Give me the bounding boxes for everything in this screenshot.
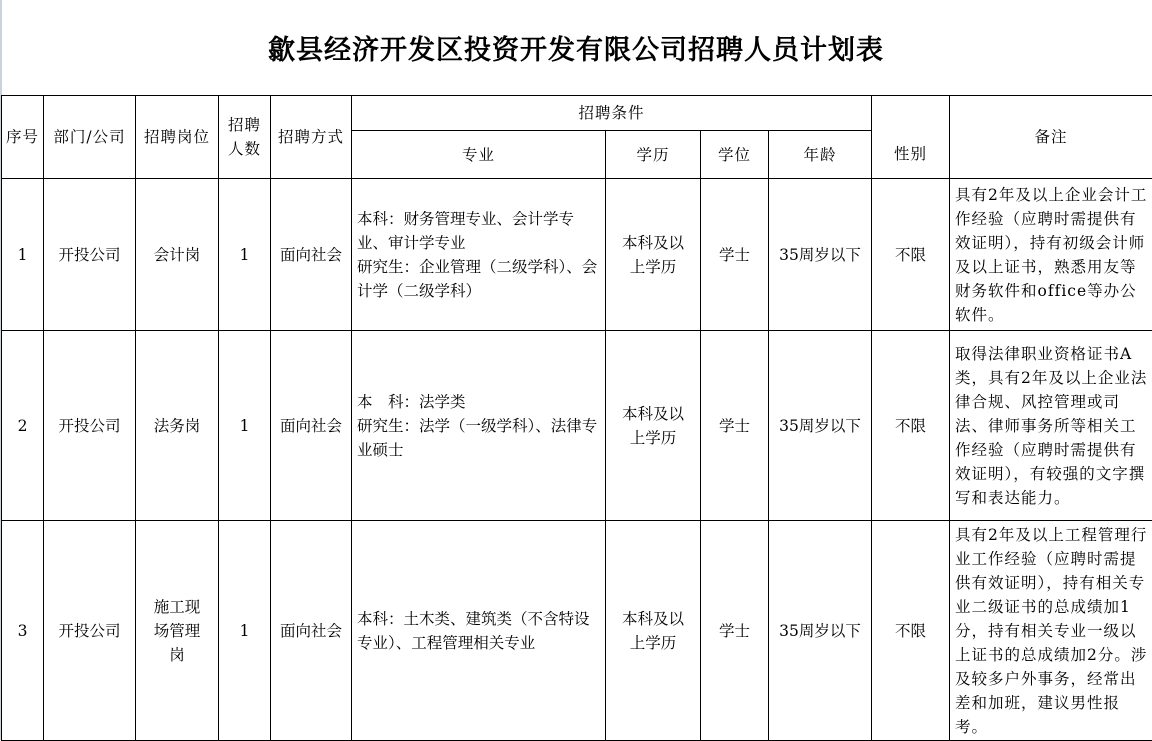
header-remarks: 备注 — [950, 96, 1152, 179]
cell-position: 法务岗 — [136, 331, 219, 521]
cell-count: 1 — [219, 521, 271, 741]
cell-major: 本 科：法学类 研究生：法学（一级学科）、法律专业硕士 — [352, 331, 606, 521]
header-row — [2, 96, 1152, 131]
cell-count: 1 — [219, 179, 271, 331]
cell-degree: 学士 — [701, 521, 769, 741]
cell-count: 1 — [219, 331, 271, 521]
cell-education: 本科及以上学历 — [606, 521, 701, 741]
recruitment-table — [1, 95, 1152, 741]
cell-remarks: 取得法律职业资格证书A类，具有2年及以上企业法律合规、风控管理或司法、律师事务所等相关工作经验（应聘时需提供有效证明），有较强的文字撰写和表达能力。 — [950, 331, 1152, 521]
header-dept: 部门/公司 — [44, 96, 136, 179]
cell-gender: 不限 — [872, 331, 950, 521]
header-conditions: 招聘条件 — [352, 96, 872, 131]
cell-gender: 不限 — [872, 521, 950, 741]
cell-dept: 开投公司 — [44, 521, 136, 741]
cell-age: 35周岁以下 — [769, 331, 872, 521]
page-title: 歙县经济开发区投资开发有限公司招聘人员计划表 — [0, 0, 1152, 95]
cell-remarks: 具有2年及以上工程管理行业工作经验（应聘时需提供有效证明），持有相关专业二级证书的总成绩加1分，持有相关专业一级以上证书的总成绩加2分。涉及较多户外事务，经常出差和加班，建议男性报考。 — [950, 521, 1152, 741]
cell-education: 本科及以上学历 — [606, 179, 701, 331]
header-gender-top — [872, 96, 950, 131]
header-major: 专业 — [352, 131, 606, 179]
header-degree: 学位 — [701, 131, 769, 179]
cell-position: 施工现场管理岗 — [136, 521, 219, 741]
header-education: 学历 — [606, 131, 701, 179]
cell-age: 35周岁以下 — [769, 179, 872, 331]
cell-degree: 学士 — [701, 179, 769, 331]
cell-position: 会计岗 — [136, 179, 219, 331]
cell-seq: 2 — [2, 331, 44, 521]
header-count: 招聘人数 — [219, 96, 271, 179]
table-row — [2, 521, 1152, 741]
header-age: 年龄 — [769, 131, 872, 179]
cell-degree: 学士 — [701, 331, 769, 521]
cell-major: 本科：土木类、建筑类（不含特设专业）、工程管理相关专业 — [352, 521, 606, 741]
header-seq: 序号 — [2, 96, 44, 179]
header-gender: 性别 — [872, 131, 950, 179]
cell-age: 35周岁以下 — [769, 521, 872, 741]
cell-seq: 1 — [2, 179, 44, 331]
cell-remarks: 具有2年及以上企业会计工作经验（应聘时需提供有效证明），持有初级会计师及以上证书，熟悉用友等财务软件和office等办公软件。 — [950, 179, 1152, 331]
cell-method: 面向社会 — [271, 331, 352, 521]
cell-method: 面向社会 — [271, 179, 352, 331]
cell-gender: 不限 — [872, 179, 950, 331]
cell-major: 本科：财务管理专业、会计学专业、审计学专业 研究生：企业管理（二级学科）、会计学（二级学科） — [352, 179, 606, 331]
cell-seq: 3 — [2, 521, 44, 741]
header-position: 招聘岗位 — [136, 96, 219, 179]
table-row — [2, 179, 1152, 331]
cell-method: 面向社会 — [271, 521, 352, 741]
cell-dept: 开投公司 — [44, 331, 136, 521]
header-method: 招聘方式 — [271, 96, 352, 179]
cell-education: 本科及以上学历 — [606, 331, 701, 521]
cell-dept: 开投公司 — [44, 179, 136, 331]
table-row — [2, 331, 1152, 521]
